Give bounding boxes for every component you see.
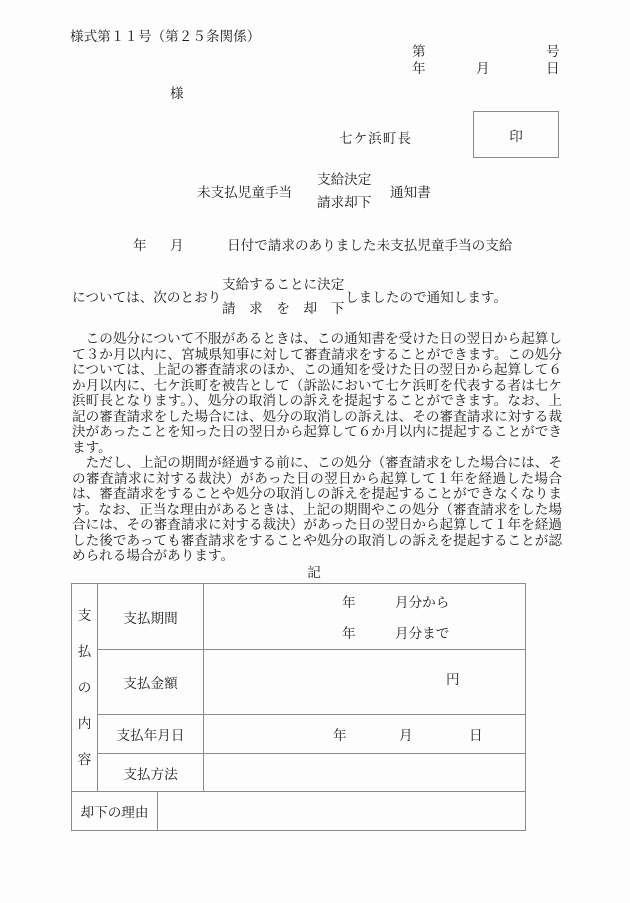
decision-option-grant: 支給することに決定 — [222, 277, 345, 292]
doc-number-suffix: 号 — [546, 44, 560, 59]
sender-title: 七ケ浜町長 — [339, 131, 412, 146]
doc-number-prefix: 第 — [412, 44, 426, 59]
decision-suffix: しましたので通知します。 — [345, 290, 508, 305]
payment-amount-label: 支払金額 — [98, 650, 204, 715]
payment-method-value-cell — [204, 754, 526, 793]
payment-date-year-label: 年 — [333, 728, 347, 743]
decision-prefix: については、次のとおり — [72, 290, 222, 305]
period-from-year-label: 年 — [342, 595, 356, 610]
seal-box — [473, 111, 559, 158]
payment-method-label: 支払方法 — [98, 754, 204, 793]
addressee-suffix: 様 — [170, 86, 184, 101]
period-to-year-label: 年 — [342, 626, 356, 641]
payment-table — [71, 583, 526, 793]
issue-date-day-label: 日 — [546, 61, 560, 76]
payment-period-from — [342, 591, 525, 611]
decision-option-reject: 請 求 を 却 下 — [222, 301, 345, 316]
payment-period-to — [342, 622, 525, 642]
payment-period-value-cell — [204, 584, 526, 650]
seal-label: 印 — [509, 128, 523, 144]
payment-group-header-cell — [72, 584, 98, 793]
appeal-notice-paragraph-1: この処分について不服があるときは、この通知書を受けた日の翌日から起算して３か月以内に、宮城県知事に対して審査請求をすることができます。この処分については、上記の審査請求のほか、この通知を受けた日の翌日から起算して６か月以内に、七ケ浜町を被告として（訴訟において七ケ浜町を代表する者は七ケ浜町長となります。）、処分の取消しの訴えを提起することができます。なお、上記の審査請求をした場合には、処分の取消しの訴えは、その審査請求に対する裁決があったことを知った日の翌日から起算して６か月以内に提起することができます。 — [72, 331, 562, 455]
period-from-suffix: 月分から — [395, 595, 450, 610]
payment-amount-value-cell — [204, 650, 526, 715]
payment-period-row — [72, 584, 526, 650]
payment-date-row — [72, 715, 526, 754]
title-subject: 未支払児童手当 — [197, 185, 293, 200]
issue-date-year-label: 年 — [412, 61, 426, 76]
request-month-label: 月 — [170, 238, 184, 253]
rejection-reason-table — [71, 791, 526, 831]
payment-method-row — [72, 754, 526, 793]
rejection-reason-value-cell — [158, 792, 526, 831]
appeal-notice-paragraph-2: ただし、上記の期間が経過する前に、この処分（審査請求をした場合には、その審査請求に対する裁決）があった日の翌日から起算して１年を経過した場合は、審査請求をすることや処分の取消しの訴えを提起することができなくなります。なお、正当な理由があるときは、上記の期間やこの処分（審査請求をした場合には、その審査請求に対する裁決）があった日の翌日から起算して１年を経過した後であっても審査請求をすることや処分の取消しの訴えを提起することが認められる場合があります。 — [72, 455, 562, 563]
payment-amount-row — [72, 650, 526, 715]
request-line-text: 日付で請求のありました未支払児童手当の支給 — [227, 238, 513, 253]
request-year-label: 年 — [133, 238, 147, 253]
title-option-reject: 請求却下 — [317, 195, 372, 210]
payment-period-label: 支払期間 — [98, 584, 204, 650]
ki-heading: 記 — [307, 565, 323, 580]
payment-date-value-cell — [204, 715, 526, 754]
payment-date-day-label: 日 — [469, 728, 483, 743]
payment-group-header: 支払の内容 — [77, 608, 92, 767]
period-to-suffix: 月分まで — [395, 626, 450, 641]
payment-date-month-label: 月 — [399, 728, 413, 743]
rejection-reason-row — [72, 792, 526, 831]
form-number: 様式第１１号（第２５条関係） — [70, 29, 261, 44]
issue-date-month-label: 月 — [476, 61, 490, 76]
title-option-grant: 支給決定 — [317, 172, 372, 187]
rejection-reason-label: 却下の理由 — [72, 792, 158, 831]
payment-amount-unit: 円 — [446, 671, 460, 687]
payment-date-label: 支払年月日 — [98, 715, 204, 754]
title-suffix: 通知書 — [390, 185, 431, 200]
